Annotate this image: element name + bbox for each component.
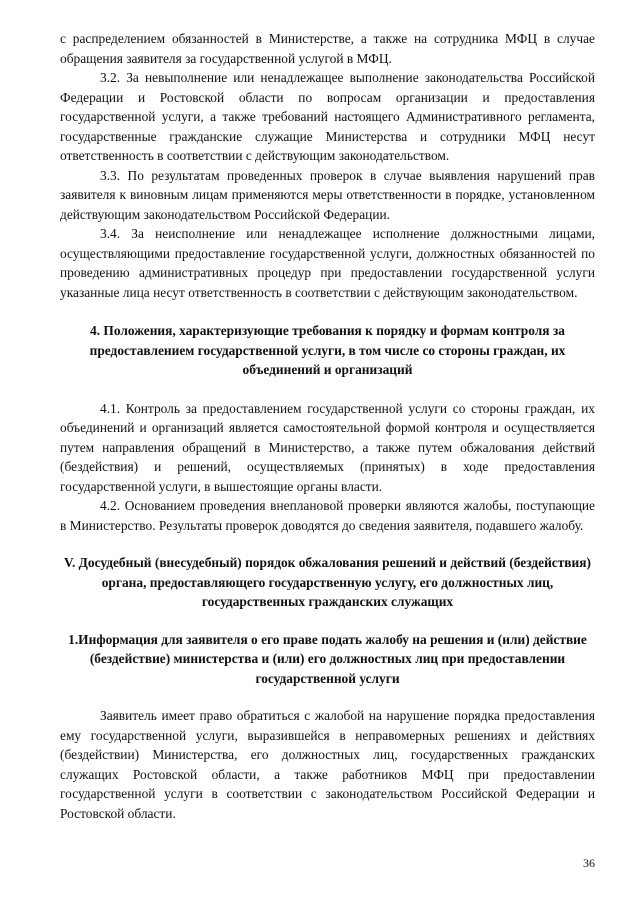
paragraph-3-2: 3.2. За невыполнение или ненадлежащее выполнение законодательства Российской Федерации и Ростовской области по вопросам организации и предоставления государственной услуги, а также требований настоящего Административного регламента, государственные гражданские служащие Министерства и сотрудники МФЦ несут ответственность в соответствии с действующим законодательством. bbox=[60, 70, 595, 163]
paragraph-4-2: 4.2. Основанием проведения внеплановой проверки являются жалобы, поступающие в Министерство. Результаты проверок доводятся до сведения заявителя, подавшего жалобу. bbox=[60, 498, 595, 533]
paragraph-5-1: Заявитель имеет право обратиться с жалобой на нарушение порядка предоставления ему государственной услуги, выразившейся в неправомерных решениях и действиях (бездействии) Министерства, его должностных лиц, государственных гражданских служащих Ростовской области, а также работников МФЦ при предоставлении государственной услуги в соответствии с законодательством Российской Федерации и Ростовской области. bbox=[60, 708, 595, 821]
paragraph-continuation: с распределением обязанностей в Министерстве, а также на сотрудника МФЦ в случае обращения заявителя за государственной услугой в МФЦ. bbox=[60, 31, 595, 66]
section-4-heading: 4. Положения, характеризующие требования к порядку и формам контроля за предоставлением государственной услуги, в том числе со стороны граждан, их объединений и организаций bbox=[89, 323, 566, 377]
paragraph-3-4: 3.4. За неисполнение или ненадлежащее исполнение должностными лицами, осуществляющими предоставление государственной услуги, должностных обязанностей по проведению административных процедур при предоставлении государственной услуги указанные лица несут ответственность в соответствии с действующим законодательством. bbox=[60, 226, 595, 300]
subsection-5-1-heading: 1.Информация для заявителя о его праве подать жалобу на решения и (или) действие (бездействие) министерства и (или) его должностных лиц при предоставлении государственной услуги bbox=[68, 631, 587, 686]
paragraph-3-3: 3.3. По результатам проведенных проверок в случае выявления нарушений прав заявителя к виновным лицам применяются меры ответственности в порядке, установленном действующим законодательством Российской Федерации. bbox=[60, 167, 595, 222]
section-5-heading: V. Досудебный (внесудебный) порядок обжалования решений и действий (бездействия) органа, предоставляющего государственную услугу, его должностных лиц, государственных гражданских служащих bbox=[64, 555, 591, 609]
document-page bbox=[60, 29, 595, 823]
page-number: 36 bbox=[583, 856, 595, 870]
paragraph-4-1: 4.1. Контроль за предоставлением государственной услуги со стороны граждан, их объединений и организаций является самостоятельной формой контроля и осуществляется путем направления обращений в Министерство, а также путем обжалования действий (бездействия) и решений, осуществляемых (принятых) в ходе предоставления государственной услуги, в вышестоящие органы власти. bbox=[60, 400, 595, 494]
